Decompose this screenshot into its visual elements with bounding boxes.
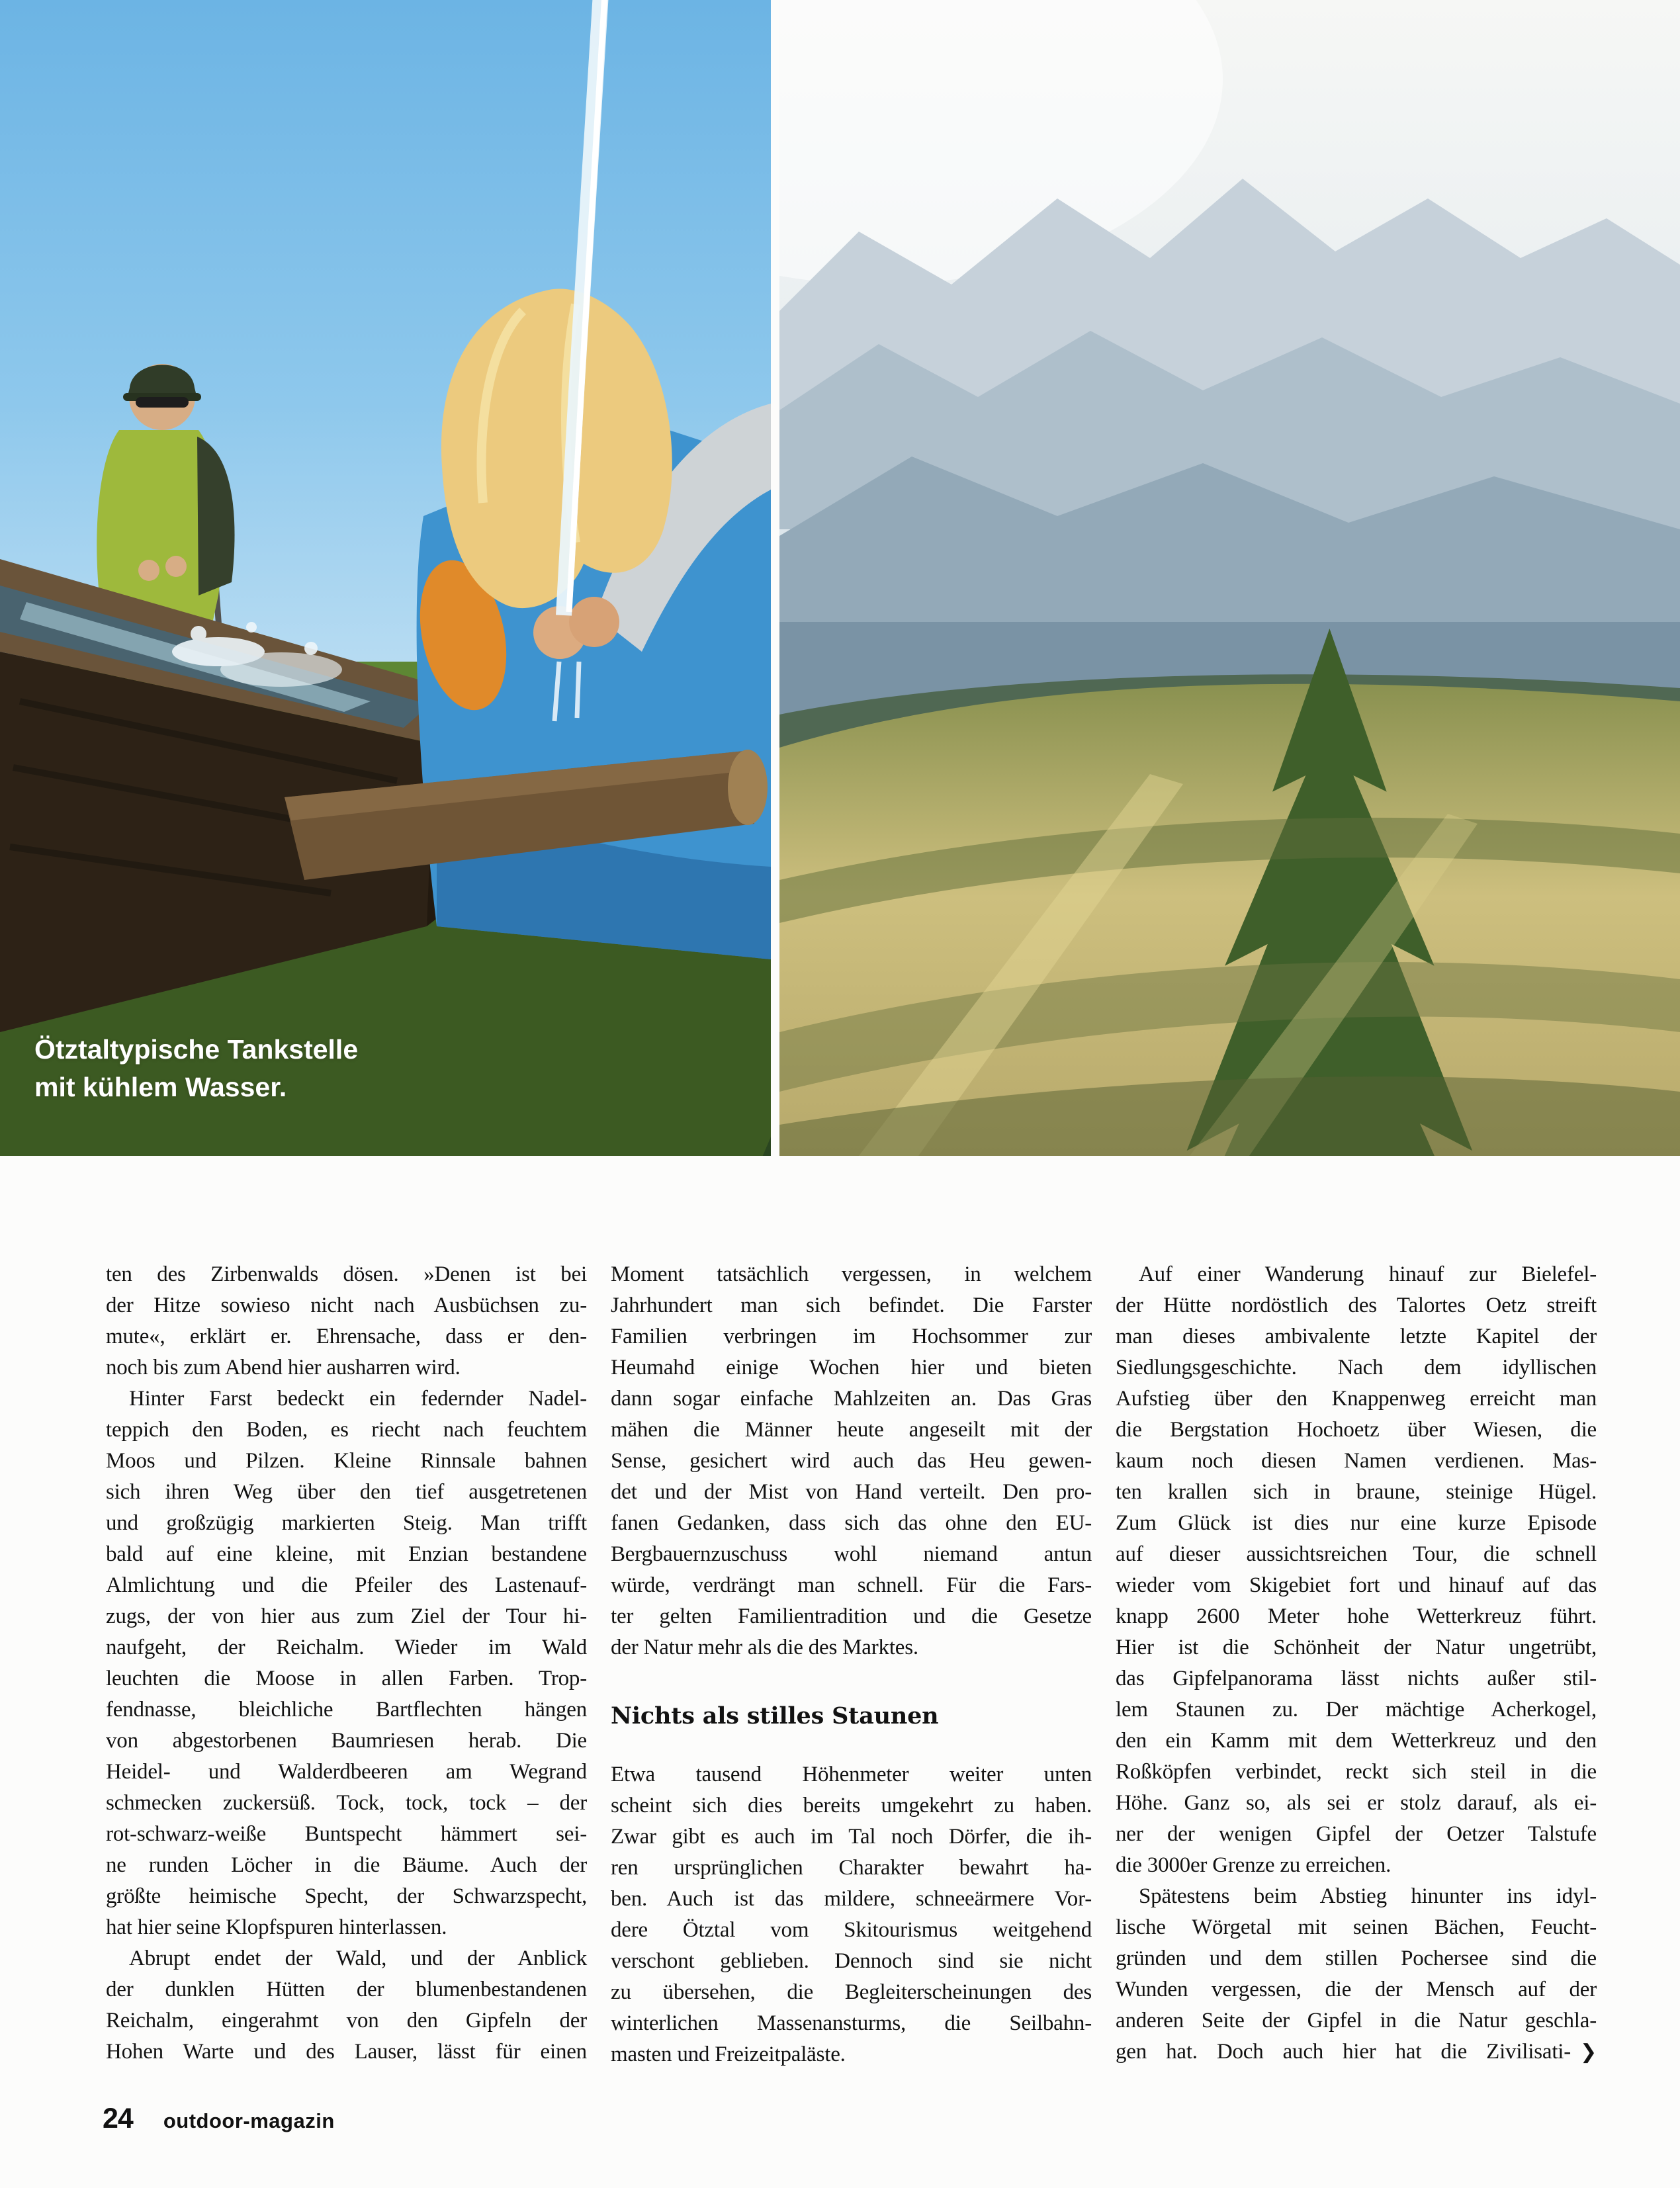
text-line: rot-schwarz-weiße Buntspecht hämmert sei- [106, 1822, 587, 1846]
text-line: Heidel- und Walderdbeeren am Wegrand [106, 1760, 587, 1784]
text-line: Spätestens beim Abstieg hinunter ins idyl- [1139, 1884, 1597, 1908]
photo-caption-line1: Ötztaltypische Tankstelle [34, 1034, 359, 1065]
text-line: winterlichen Massenansturms, die Seilbahn- [611, 2011, 1092, 2035]
text-line: Familien verbringen im Hochsommer zur [611, 1325, 1092, 1348]
text-line: verschont geblieben. Dennoch sind sie nicht [611, 1949, 1092, 1973]
text-line: ren ursprünglichen Charakter bewahrt ha- [611, 1856, 1092, 1880]
text-line: der dunklen Hütten der blumenbestandenen [106, 1978, 587, 2001]
text-line: von abgestorbenen Baumriesen herab. Die [106, 1729, 587, 1753]
text-line: ten des Zirbenwalds dösen. »Denen ist bei [106, 1262, 587, 1286]
photo-caption-line2: mit kühlem Wasser. [34, 1072, 287, 1102]
text-line: Bergbauernzuschuss wohl niemand antun [611, 1542, 1092, 1566]
text-line: Aufstieg über den Knappenweg erreicht man [1116, 1387, 1597, 1411]
text-line: scheint sich dies bereits umgekehrt zu haben. [611, 1794, 1092, 1817]
right-photo-mountain-pines [779, 0, 1680, 1156]
text-line: der Natur mehr als die des Marktes. [611, 1636, 918, 1659]
text-line: Zum Glück ist dies nur eine kurze Episode [1116, 1511, 1597, 1535]
text-line: wieder vom Skigebiet fort und hinauf auf das [1116, 1573, 1597, 1597]
text-line: Almlichtung und die Pfeiler des Lastenauf- [106, 1573, 587, 1597]
text-line: naufgeht, der Reichalm. Wieder im Wald [106, 1636, 587, 1659]
text-line: gründen und dem stillen Pochersee sind die [1116, 1947, 1597, 1970]
text-line: Moment tatsächlich vergessen, in welchem [611, 1262, 1092, 1286]
text-line: Auf einer Wanderung hinauf zur Bielefel- [1139, 1262, 1597, 1286]
text-line: ner der wenigen Gipfel der Oetzer Talstufe [1116, 1822, 1597, 1846]
text-line: der Hütte nordöstlich des Talortes Oetz streift [1116, 1293, 1597, 1317]
text-line: Wunden vergessen, die der Mensch auf der [1116, 1978, 1597, 2001]
text-line: sich ihren Weg über den tief ausgetretenen [106, 1480, 587, 1504]
text-line: schmecken zuckersüß. Tock, tock, tock – der [106, 1791, 587, 1815]
text-line: Siedlungsgeschichte. Nach dem idyllischen [1116, 1356, 1597, 1379]
blonde-hair [441, 289, 672, 609]
text-line: bald auf eine kleine, mit Enzian bestandene [106, 1542, 587, 1566]
text-line: gen hat. Doch auch hier hat die Zivilisati- ❯ [1116, 2040, 1597, 2064]
log-end [728, 750, 768, 825]
text-line: teppich den Boden, es riecht nach feuchtem [106, 1418, 587, 1442]
text-line: Reichalm, eingerahmt von den Gipfeln der [106, 2009, 587, 2033]
text-line: noch bis zum Abend hier ausharren wird. [106, 1356, 461, 1379]
text-line: knapp 2600 Meter hohe Wetterkreuz führt. [1116, 1604, 1597, 1628]
text-line: anderen Seite der Gipfel in die Natur geschla- [1116, 2009, 1597, 2033]
text-column-right [1116, 1259, 1597, 2068]
text-column-middle [611, 1259, 1092, 2070]
text-line: Abrupt endet der Wald, und der Anblick [129, 1947, 587, 1970]
text-line: Hinter Farst bedeckt ein federnder Nadel- [129, 1387, 587, 1411]
left-photo-drinking-at-trough [0, 0, 771, 1156]
text-line: würde, verdrängt man schnell. Für die Fars- [611, 1573, 1092, 1597]
text-line: Jahrhundert man sich befindet. Die Farster [611, 1293, 1092, 1317]
text-line: masten und Freizeitpaläste. [611, 2042, 846, 2066]
text-line: die Bergstation Hochoetz über Wiesen, die [1116, 1418, 1597, 1442]
text-line: zugs, der von hier aus zum Ziel der Tour hi- [106, 1604, 587, 1628]
text-line: hat hier seine Klopfspuren hinterlassen. [106, 1915, 447, 1939]
text-line: mähen die Männer heute angeseilt mit der [611, 1418, 1092, 1442]
text-line: der Hitze sowieso nicht nach Ausbüchsen zu- [106, 1293, 587, 1317]
text-line: Höhe. Ganz so, als sei er stolz darauf, als ei- [1116, 1791, 1597, 1815]
section-heading: Nichts als stilles Staunen [611, 1702, 939, 1729]
text-line: dere Ötztal vom Skitourismus weitgehend [611, 1918, 1092, 1942]
text-line: Sense, gesichert wird auch das Heu gewen- [611, 1449, 1092, 1473]
text-line: leuchten die Moose in allen Farben. Trop- [106, 1667, 587, 1690]
text-line: die 3000er Grenze zu erreichen. [1116, 1853, 1392, 1877]
text-line: das Gipfelpanorama lässt nichts außer stil- [1116, 1667, 1597, 1690]
text-line: größte heimische Specht, der Schwarzspecht, [106, 1884, 587, 1908]
text-line: den ein Kamm mit dem Wetterkreuz und den [1116, 1729, 1597, 1753]
sunglasses-icon [136, 397, 189, 408]
text-line: fendnasse, bleichliche Bartflechten hängen [106, 1698, 587, 1722]
text-line: Roßköpfen verbindet, reckt sich steil in die [1116, 1760, 1597, 1784]
text-line: und großzügig markierten Steig. Man trifft [106, 1511, 587, 1535]
text-line: lem Staunen zu. Der mächtige Acherkogel, [1116, 1698, 1597, 1722]
text-line: ter gelten Familientradition und die Gesetze [611, 1604, 1092, 1628]
text-line: det und der Mist von Hand verteilt. Den pro- [611, 1480, 1092, 1504]
continuation-arrow-icon: ❯ [1580, 2040, 1597, 2064]
photo-caption [34, 1031, 358, 1106]
text-line: mute«, erklärt er. Ehrensache, dass er den- [106, 1325, 587, 1348]
text-line: Etwa tausend Höhenmeter weiter unten [611, 1763, 1092, 1786]
magazine-name: outdoor-magazin [163, 2109, 335, 2132]
text-line: ne runden Löcher in die Bäume. Auch der [106, 1853, 587, 1877]
text-line: kaum noch diesen Namen verdienen. Mas- [1116, 1449, 1597, 1473]
text-line: Moos und Pilzen. Kleine Rinnsale bahnen [106, 1449, 587, 1473]
text-line: Hohen Warte und des Lauser, lässt für einen [106, 2040, 587, 2064]
page-number: 24 [103, 2103, 133, 2134]
text-line: ten krallen sich in braune, steinige Hügel. [1116, 1480, 1597, 1504]
text-line: Hier ist die Schönheit der Natur ungetrübt, [1116, 1636, 1597, 1659]
text-line: Zwar gibt es auch im Tal noch Dörfer, die ih- [611, 1825, 1092, 1849]
text-line: fanen Gedanken, dass sich das ohne den EU- [611, 1511, 1092, 1535]
page-footer [103, 2103, 335, 2135]
text-line: auf dieser aussichtsreichen Tour, die schnell [1116, 1542, 1597, 1566]
text-line: zu übersehen, die Begleiterscheinungen des [611, 1980, 1092, 2004]
text-line: dann sogar einfache Mahlzeiten an. Das Gras [611, 1387, 1092, 1411]
text-line: Heumahd einige Wochen hier und bieten [611, 1356, 1092, 1379]
text-line: lische Wörgetal mit seinen Bächen, Feucht- [1116, 1915, 1597, 1939]
text-column-left [106, 1259, 587, 2068]
text-line: ben. Auch ist das mildere, schneeärmere Vor- [611, 1887, 1092, 1911]
text-line: man dieses ambivalente letzte Kapitel der [1116, 1325, 1597, 1348]
